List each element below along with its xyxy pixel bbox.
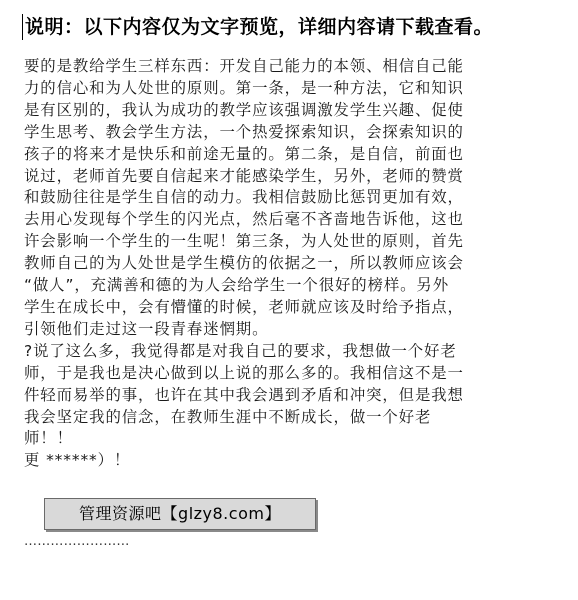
text-line: 力的信心和为人处世的原则。第一条，是一种方法，它和知识: [24, 78, 464, 97]
text-line: 件轻而易举的事，也许在其中我会遇到矛盾和冲突，但是我想: [24, 385, 464, 404]
preview-notice: 说明：以下内容仅为文字预览，详细内容请下载查看。: [22, 14, 575, 40]
text-line: 去用心发现每个学生的闪光点，然后毫不吝啬地告诉他，这也: [24, 210, 464, 229]
text-line: 我会坚定我的信念，在教师生涯中不断成长，做一个好老: [24, 407, 432, 426]
text-line: 引领他们走过这一段青春迷惘期。: [24, 319, 269, 338]
text-line: 学生思考、教会学生方法，一个热爱探索知识，会探索知识的: [24, 122, 464, 141]
text-line: 要的是教给学生三样东西：开发自己能力的本领、相信自己能: [24, 57, 464, 75]
text-line: 师，于是我也是决心做到以上说的那么多的。我相信这不是一: [24, 363, 464, 382]
text-line: 和鼓励往往是学生自信的动力。我相信鼓励比惩罚更加有效，: [24, 188, 464, 207]
trailing-ellipsis: ……………………: [24, 534, 130, 549]
text-line: 是有区别的，我认为成功的教学应该强调激发学生兴趣、促使: [24, 100, 464, 119]
text-line: 学生在成长中，会有懵懂的时候，老师就应该及时给予指点，: [24, 297, 464, 316]
text-line: 师！！: [24, 429, 73, 448]
text-line: “做人”，充满善和德的为人会给学生一个很好的榜样。另外: [24, 276, 450, 295]
document-body: [24, 56, 564, 472]
text-line: 更 ******）！: [24, 451, 131, 470]
text-line: 教师自己的为人处世是学生模仿的依据之一，所以教师应该会: [24, 254, 464, 273]
text-line: 许会影响一个学生的一生呢！第三条，为人处世的原则，首先: [24, 232, 464, 251]
site-watermark-banner: 管理资源吧【glzy8.com】: [44, 498, 316, 530]
text-line: ?说了这么多，我觉得都是对我自己的要求，我想做一个好老: [24, 341, 457, 360]
text-line: 孩子的将来才是快乐和前途无量的。第二条，是自信，前面也: [24, 144, 464, 163]
text-line: 说过，老师首先要自信起来才能感染学生，另外，老师的赞赏: [24, 166, 464, 185]
